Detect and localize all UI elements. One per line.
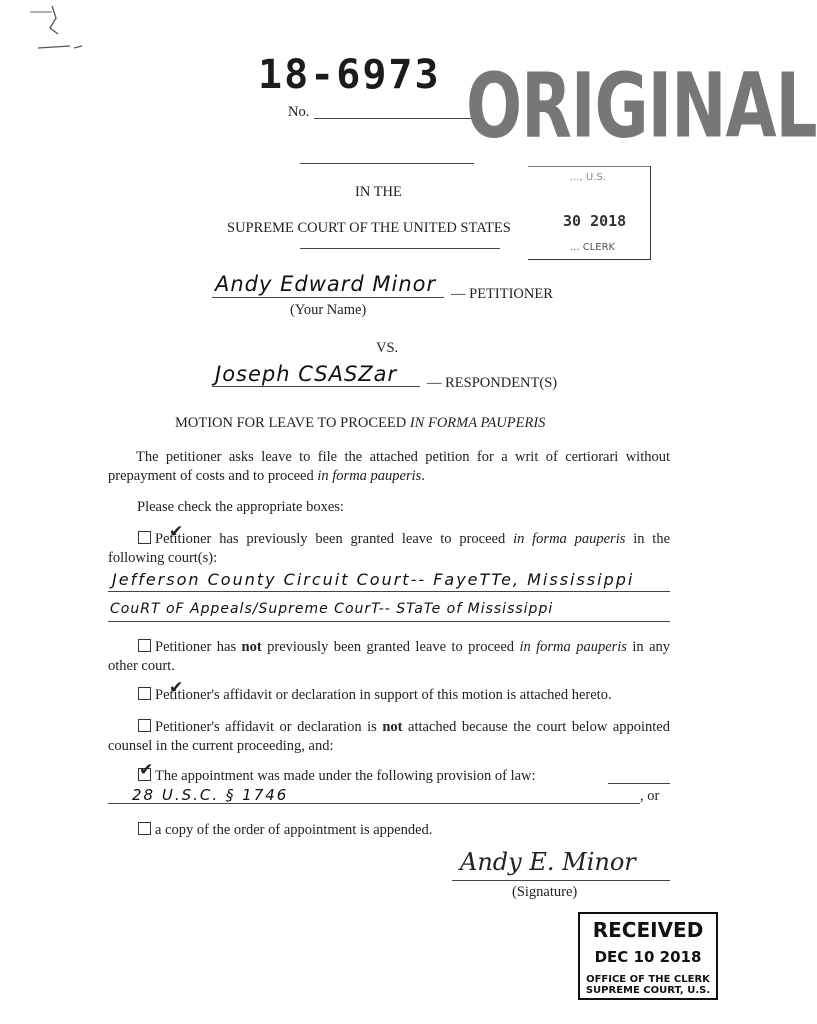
appointment-law: 28 U.S.C. § 1746 <box>132 786 289 804</box>
checkbox-affidavit-attached[interactable] <box>138 687 151 700</box>
respondent-label: — RESPONDENT(S) <box>427 375 558 391</box>
not-prev-italic: in forma pauperis <box>519 639 627 655</box>
in-the-heading: IN THE <box>355 184 402 200</box>
court-line-1-rule <box>108 591 670 592</box>
not-prev-text-2: previously been granted leave to proceed <box>261 639 520 655</box>
signature-caption: (Signature) <box>512 884 578 900</box>
prev-granted-italic: in forma pauperis <box>513 531 626 547</box>
appointment-text: The appointment was made under the following provision of law: <box>155 768 536 784</box>
prev-granted-text-2: in the following court(s): <box>108 531 671 566</box>
appointment-line-2 <box>108 803 640 804</box>
docket-underline <box>314 118 474 119</box>
checkbox-not-previously-granted[interactable] <box>138 639 151 652</box>
petitioner-name: Andy Edward Minor <box>215 272 437 296</box>
heading-rule <box>300 163 474 164</box>
intro-end: . <box>421 468 425 484</box>
vs-label: VS. <box>376 340 399 356</box>
not-prev-text: Petitioner has <box>155 639 242 655</box>
checkbox-affidavit-not-attached[interactable] <box>138 719 151 732</box>
affidavit-not-text-2: attached because the court below appointed counsel in the current proceeding, and: <box>108 719 670 754</box>
option-order-appended <box>138 822 432 839</box>
no-label: No. <box>288 104 310 120</box>
appointment-or: , or <box>640 788 660 804</box>
option-not-previously-granted <box>108 638 670 676</box>
option-appointment <box>138 768 536 785</box>
checkbox-appointment[interactable] <box>138 768 151 781</box>
your-name-caption: (Your Name) <box>290 302 367 318</box>
prev-granted-text: Petitioner has previously been granted leave to proceed <box>155 531 514 547</box>
affidavit-not-text: Petitioner's affidavit or declaration is <box>155 719 383 735</box>
intro-paragraph <box>108 448 670 486</box>
intro-italic: in forma pauperis <box>317 468 422 484</box>
affidavit-not-bold: not <box>382 719 403 735</box>
court-name-heading: SUPREME COURT OF THE UNITED STATES <box>227 220 511 236</box>
order-appended-text: a copy of the order of appointment is appended. <box>155 822 433 838</box>
received-date: DEC 10 2018 <box>594 948 702 966</box>
received-office-2: SUPREME COURT, U.S. <box>585 985 711 996</box>
court-stamp-line3: ... CLERK <box>570 242 616 253</box>
checkbox-previously-granted[interactable] <box>138 531 151 544</box>
not-prev-bold: not <box>241 639 262 655</box>
option-affidavit-not-attached <box>108 718 670 756</box>
affidavit-attached-text: Petitioner's affidavit or declaration in support of this motion is attached hereto. <box>155 687 612 703</box>
docket-number: 18-6973 <box>258 52 441 98</box>
checkbox-order-appended[interactable] <box>138 822 151 835</box>
option-previously-granted <box>108 530 670 568</box>
signature-handwritten: Andy E. Minor <box>460 848 636 876</box>
motion-title <box>175 415 545 432</box>
motion-title-text: MOTION FOR LEAVE TO PROCEED <box>175 415 410 431</box>
petitioner-line <box>212 297 444 298</box>
respondent-line <box>212 386 420 387</box>
court-stamp-date: 30 2018 <box>563 212 627 230</box>
received-title: RECEIVED <box>592 918 704 942</box>
court-line-2: CouRT oF Appeals/Supreme CourT-- STaTe of Mississippi <box>110 601 554 617</box>
not-prev-text-3: in any other court. <box>108 639 670 674</box>
option-affidavit-attached <box>108 686 670 705</box>
signature-line <box>452 880 670 881</box>
court-stamp-line1: ..., U.S. <box>570 172 606 183</box>
intro-text: The petitioner asks leave to file the attached petition for a writ of certiorari without prepayment of costs and to proceed <box>108 449 670 484</box>
received-office-1: OFFICE OF THE CLERK <box>586 974 710 985</box>
appointment-line-1 <box>608 783 670 784</box>
petitioner-label: — PETITIONER <box>451 286 553 302</box>
respondent-name: Joseph CSASZar <box>215 362 398 386</box>
motion-title-italic: IN FORMA PAUPERIS <box>409 415 546 431</box>
check-instruction: Please check the appropriate boxes: <box>137 499 344 515</box>
corner-scribble <box>30 4 90 54</box>
court-line-2-rule <box>108 621 670 622</box>
court-line-1: Jefferson County Circuit Court-- FayeTTe, Mississippi <box>112 570 635 589</box>
original-stamp: ORIGINAL <box>466 54 817 158</box>
court-name-underline <box>300 248 500 249</box>
received-stamp <box>578 912 718 1000</box>
